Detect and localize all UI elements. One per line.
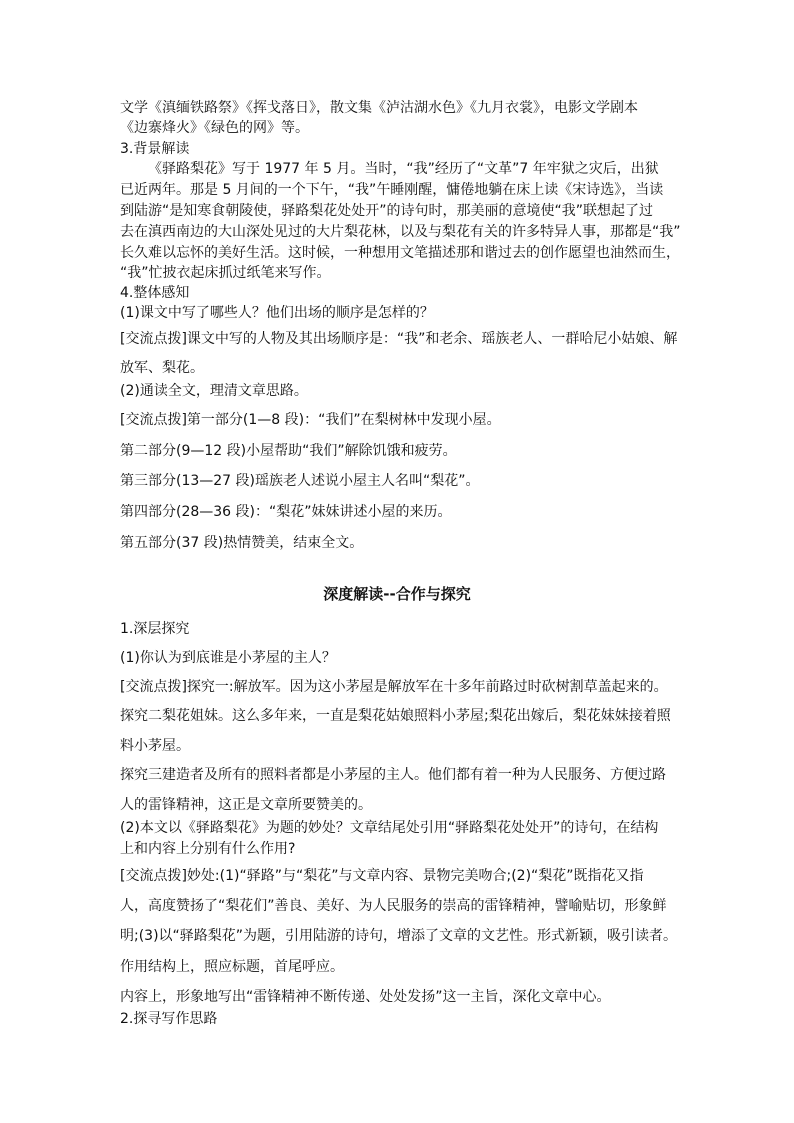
text-line: “我”忙披衣起床抓过纸笔来写作。 <box>120 265 331 281</box>
text-line: 文学《滇缅铁路祭》《挥戈落日》，散文集《泸沽湖水色》《九月衣裳》，电影文学剧本 <box>120 100 638 116</box>
text-line: 《边寨烽火》《绿色的网》等。 <box>120 120 309 136</box>
section-number: 2.探寻写作思路 <box>120 1011 218 1027</box>
question: (1)你认为到底谁是小茅屋的主人？ <box>120 650 336 666</box>
text-line: 《驿路梨花》写于 1977 年 5 月。当时，“我”经历了“文革”7 年牢狱之灾后，出狱 <box>148 161 659 177</box>
section-number: 1.深层探究 <box>120 621 190 637</box>
text-line: 长久难以忘怀的美好生活。这时候，一种想用文笔描述那和谐过去的创作愿望也油然而生， <box>120 245 680 261</box>
section-heading: 深度解读--合作与探究 <box>323 585 471 603</box>
text-line: 内容上，形象地写出“雷锋精神不断传递、处处发扬”这一主旨，深化文章中心。 <box>120 989 611 1005</box>
text-line: 第二部分(9—12 段)小屋帮助“我们”解除饥饿和疲劳。 <box>120 443 457 459</box>
text-line: 第五部分(37 段)热情赞美，结束全文。 <box>120 535 364 551</box>
text-line: [交流点拨]课文中写的人物及其出场顺序是：“我”和老余、瑶族老人、一群哈尼小姑娘、解 <box>120 331 678 347</box>
section-number: 4.整体感知 <box>120 285 190 301</box>
text-line: [交流点拨]妙处:(1)“驿路”与“梨花”与文章内容、景物完美吻合;(2)“梨花”既指花又指 <box>120 868 644 884</box>
text-line: 已近两年。那是 5 月间的一个下午，“我”午睡刚醒，慵倦地躺在床上读《宋诗选》，当读 <box>120 182 664 198</box>
text-line: 到陆游“是知寒食朝陵使，驿路梨花处处开”的诗句时，那美丽的意境使“我”联想起了过 <box>120 203 654 219</box>
text-line: 去在滇西南边的大山深处见过的大片梨花林，以及与梨花有关的许多特异人事，那都是“我” <box>120 224 681 240</box>
text-line: [交流点拨]第一部分(1—8 段)：“我们”在梨树林中发现小屋。 <box>120 412 501 428</box>
text-line: 作用结构上，照应标题，首尾呼应。 <box>120 959 344 975</box>
text-line: [交流点拨]探究一:解放军。因为这小茅屋是解放军在十多年前路过时砍树割草盖起来的。 <box>120 679 668 695</box>
question: (1)课文中写了哪些人？他们出场的顺序是怎样的？ <box>120 305 434 321</box>
text-line: 第四部分(28—36 段)：“梨花”妹妹讲述小屋的来历。 <box>120 504 452 520</box>
text-line: 人的雷锋精神，这正是文章所要赞美的。 <box>120 797 372 813</box>
text-line: 第三部分(13—27 段)瑶族老人述说小屋主人名叫“梨花”。 <box>120 473 480 489</box>
question: (2)通读全文，理清文章思路。 <box>120 383 308 399</box>
section-number: 3.背景解读 <box>120 141 190 157</box>
text-line: 料小茅屋。 <box>120 738 190 754</box>
question: 上和内容上分别有什么作用? <box>120 841 296 857</box>
text-line: 放军、梨花。 <box>120 360 204 376</box>
text-line: 探究二梨花姐妹。这么多年来，一直是梨花姑娘照料小茅屋;梨花出嫁后，梨花妹妹接着照 <box>120 708 671 724</box>
text-line: 探究三建造者及所有的照料者都是小茅屋的主人。他们都有着一种为人民服务、方便过路 <box>120 767 666 783</box>
question: (2)本文以《驿路梨花》为题的妙处？文章结尾处引用“驿路梨花处处开”的诗句，在结构 <box>120 820 659 836</box>
text-line: 明;(3)以“驿路梨花”为题，引用陆游的诗句，增添了文章的文艺性。形式新颖，吸引读者。 <box>120 928 678 944</box>
text-line: 人，高度赞扬了“梨花们”善良、美好、为人民服务的崇高的雷锋精神，譬喻贴切，形象鲜 <box>120 898 667 914</box>
